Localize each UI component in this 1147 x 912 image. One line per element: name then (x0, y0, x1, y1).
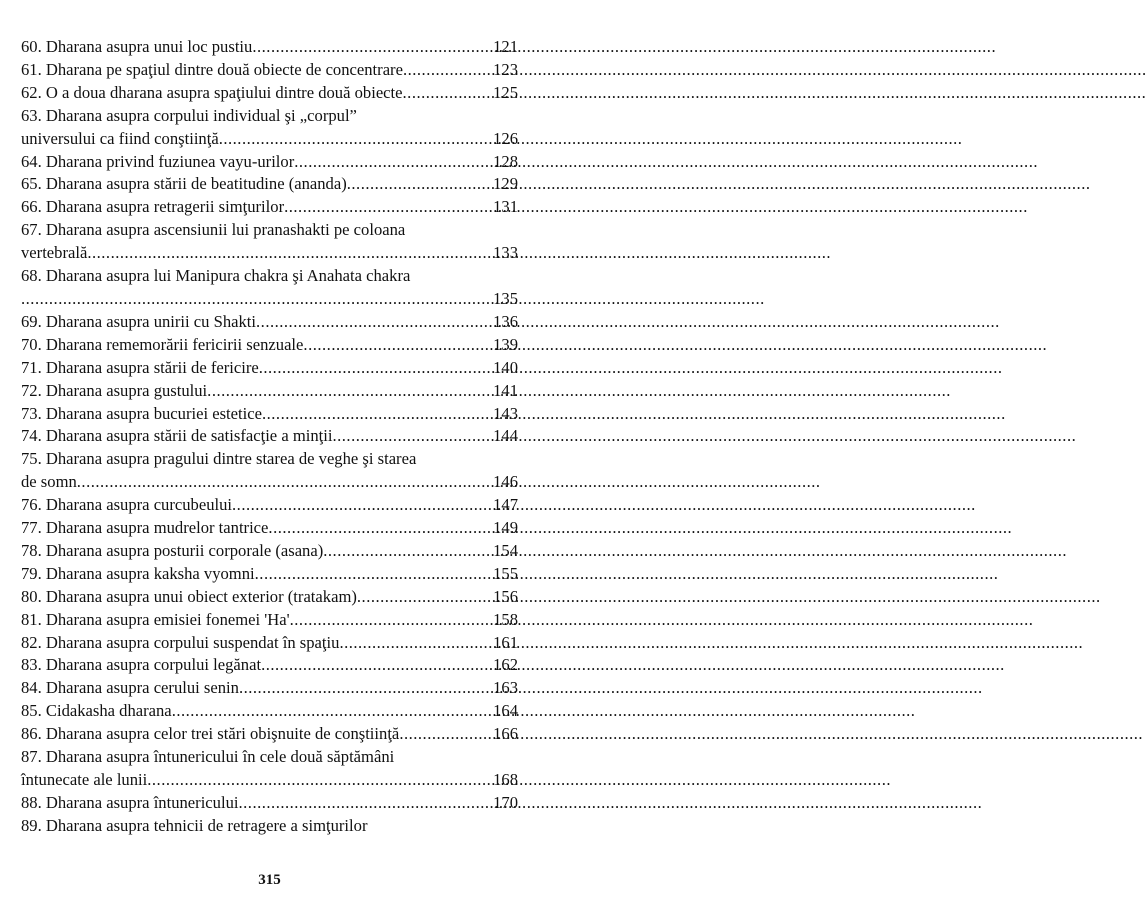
toc-entry-title: 74. Dharana asupra stării de satisfacţie a minţii (21, 426, 333, 446)
toc-entry-title: 86. Dharana asupra celor trei stări obişnuite de conştiinţă (21, 724, 400, 744)
dot-leader (255, 563, 492, 586)
dot-leader (239, 792, 493, 815)
dot-leader (347, 173, 492, 196)
toc-entry-page: 147 (493, 495, 518, 515)
toc-entry-title: universului ca fiind conştiinţă (21, 128, 219, 148)
toc-entry (21, 380, 518, 403)
dot-leader (332, 425, 492, 448)
toc-entry-title: 61. Dharana pe spaţiul dintre două obiecte de concentrare (21, 59, 403, 79)
toc-entry (21, 517, 518, 540)
dot-leader (259, 357, 492, 380)
dot-leader (284, 196, 492, 219)
toc-entry (21, 425, 518, 448)
toc-entry-title: 69. Dharana asupra unirii cu Shakti (21, 311, 257, 331)
toc-entry-title: 70. Dharana rememorării fericirii senzuale (21, 334, 304, 354)
dot-leader (261, 654, 492, 677)
toc-entry (21, 196, 518, 219)
toc-entry-title: 81. Dharana asupra emisiei fonemei 'Ha' (21, 609, 290, 629)
toc-entry (21, 448, 518, 494)
toc-entry-page: 158 (493, 609, 518, 629)
toc-entry (21, 311, 518, 334)
dot-leader (357, 586, 492, 609)
toc-entry (21, 334, 518, 357)
dot-leader (207, 380, 492, 403)
toc-entry (21, 609, 518, 632)
toc-entry-title: 62. O a doua dharana asupra spaţiului dintre două obiecte (21, 82, 403, 102)
toc-entry-title: 88. Dharana asupra întunericului (21, 792, 239, 812)
page-number: 315 (258, 872, 281, 888)
toc-entry-page: 155 (493, 563, 518, 583)
toc-entry-page: 170 (493, 792, 518, 812)
toc-entry (21, 586, 518, 609)
dot-leader (77, 471, 492, 494)
toc-entry-page: 133 (493, 243, 518, 263)
toc-entry-title: 65. Dharana asupra stării de beatitudine (ananda) (21, 174, 347, 194)
toc-entry-page: 164 (493, 701, 518, 721)
toc-entry (21, 700, 518, 723)
toc-entry (21, 82, 518, 105)
toc-entry-page: 140 (493, 357, 518, 377)
toc-entry (21, 36, 518, 59)
toc-entry-title: 89. Dharana asupra tehnicii de retragere a simţurilor (21, 815, 368, 835)
toc-entry-page: 154 (493, 540, 518, 560)
toc-entry-title: 85. Cidakasha dharana (21, 701, 172, 721)
toc-entry-page: 125 (493, 82, 518, 102)
toc-entry-page: 144 (493, 426, 518, 446)
dot-leader (256, 311, 492, 334)
toc-entry (21, 746, 518, 792)
toc-entry-title: 71. Dharana asupra stării de fericire (21, 357, 259, 377)
dot-leader (303, 334, 492, 357)
toc-entry (21, 219, 518, 265)
dot-leader (239, 677, 492, 700)
toc-entry (21, 540, 518, 563)
toc-entry-page: 141 (493, 380, 518, 400)
toc-entry-page: 163 (493, 678, 518, 698)
dot-leader (403, 82, 493, 105)
dot-leader (87, 242, 492, 265)
toc-entry-title: 60. Dharana asupra unui loc pustiu (21, 37, 253, 56)
toc-entry-title: 77. Dharana asupra mudrelor tantrice (21, 518, 269, 538)
toc-entry-title: 72. Dharana asupra gustului (21, 380, 208, 400)
toc-entry-page: 126 (493, 128, 518, 148)
toc-entry-title: 66. Dharana asupra retragerii simţurilor (21, 197, 285, 217)
toc-entry-page: 143 (493, 403, 518, 423)
toc-entry-page: 149 (493, 518, 518, 538)
toc-entry-title: 73. Dharana asupra bucuriei estetice (21, 403, 262, 423)
dot-leader (21, 288, 492, 311)
toc-entry-title-first-line: 68. Dharana asupra lui Manipura chakra şi Anahata chakra (21, 266, 411, 286)
toc-entry-title: 82. Dharana asupra corpului suspendat în spaţiu (21, 632, 340, 652)
dot-leader (232, 494, 492, 517)
toc-entry (21, 632, 518, 655)
table-of-contents (21, 36, 518, 838)
dot-leader (219, 128, 492, 151)
toc-entry-page: 146 (493, 472, 518, 492)
toc-entry (21, 723, 518, 746)
toc-entry-page: 156 (493, 586, 518, 606)
toc-entry (21, 815, 518, 838)
toc-entry-title: 80. Dharana asupra unui obiect exterior (tratakam) (21, 586, 357, 606)
toc-entry-page: 162 (493, 655, 518, 675)
book-page (0, 0, 539, 912)
dot-leader (252, 36, 492, 59)
dot-leader (172, 700, 492, 723)
toc-entry-title: de somn (21, 472, 77, 492)
toc-entry-title-first-line: 67. Dharana asupra ascensiunii lui pranashakti pe coloana (21, 220, 406, 240)
toc-entry-title: 84. Dharana asupra cerului senin (21, 678, 239, 698)
toc-entry-title: 83. Dharana asupra corpului legănat (21, 655, 262, 675)
toc-entry-title: întunecate ale lunii (21, 770, 148, 789)
dot-leader (147, 769, 492, 792)
toc-entry-title-first-line: 63. Dharana asupra corpului individual şi „corpul” (21, 105, 357, 125)
toc-entry (21, 792, 518, 815)
dot-leader (294, 151, 492, 174)
dot-leader (323, 540, 492, 563)
toc-entry-title: 79. Dharana asupra kaksha vyomni (21, 563, 255, 583)
dot-leader (399, 723, 492, 746)
toc-entry (21, 654, 518, 677)
toc-entry-title-first-line: 75. Dharana asupra pragului dintre starea de veghe şi starea (21, 449, 417, 469)
toc-entry (21, 357, 518, 380)
toc-entry-page: 135 (493, 288, 518, 308)
dot-leader (339, 632, 492, 655)
toc-entry-page: 168 (493, 770, 518, 789)
toc-entry-page: 128 (493, 151, 518, 171)
dot-leader (290, 609, 492, 632)
toc-entry-page: 131 (493, 197, 518, 217)
toc-entry-page: 139 (493, 334, 518, 354)
toc-entry (21, 173, 518, 196)
toc-entry-title: 64. Dharana privind fuziunea vayu-urilor (21, 151, 295, 171)
toc-entry (21, 151, 518, 174)
dot-leader (268, 517, 492, 540)
toc-entry (21, 105, 518, 151)
toc-entry-page: 136 (493, 311, 518, 331)
toc-entry-title: 76. Dharana asupra curcubeului (21, 495, 233, 515)
dot-leader (262, 403, 492, 426)
toc-entry-page: 123 (493, 59, 518, 79)
toc-entry (21, 677, 518, 700)
toc-entry (21, 265, 518, 311)
toc-entry (21, 563, 518, 586)
toc-entry-page: 161 (493, 632, 518, 652)
toc-entry-title: 78. Dharana asupra posturii corporale (asana) (21, 540, 324, 560)
toc-entry-title: vertebrală (21, 243, 88, 263)
toc-entry-title-first-line: 87. Dharana asupra întunericului în cele două săptămâni (21, 747, 395, 767)
dot-leader (403, 59, 492, 82)
toc-entry-page: 166 (493, 724, 518, 744)
toc-entry (21, 403, 518, 426)
toc-entry (21, 494, 518, 517)
toc-entry-page: 121 (493, 37, 518, 56)
toc-entry-page: 129 (493, 174, 518, 194)
toc-entry (21, 59, 518, 82)
